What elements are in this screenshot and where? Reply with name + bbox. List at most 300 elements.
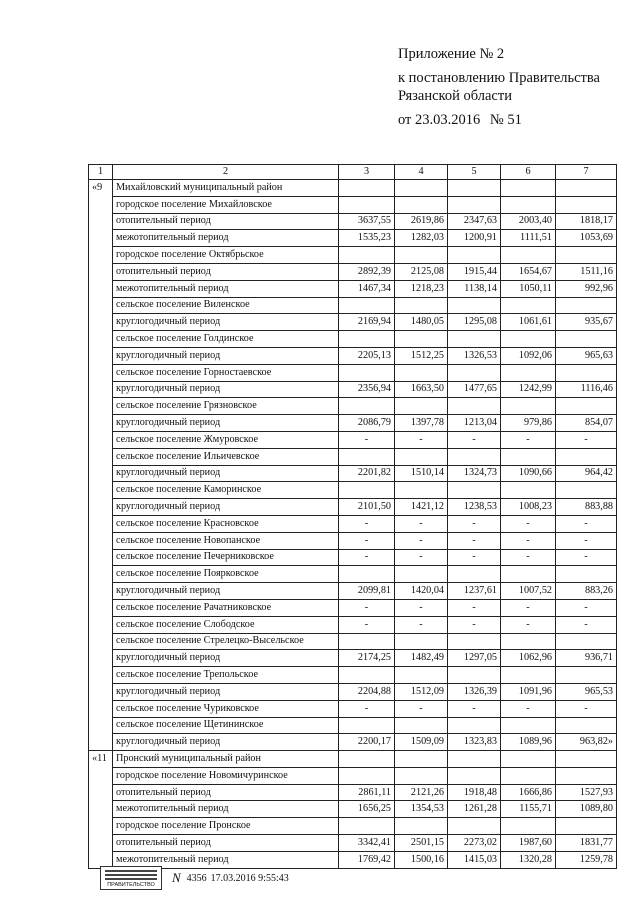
value-cell <box>501 566 556 583</box>
tariff-table <box>88 164 617 869</box>
value-cell: 1008,23 <box>501 499 556 516</box>
table-row <box>89 599 617 616</box>
value-cell <box>556 398 617 415</box>
value-cell: - <box>395 616 448 633</box>
row-label: круглогодичный период <box>113 499 339 516</box>
value-cell <box>556 180 617 197</box>
row-label: отопительный период <box>113 263 339 280</box>
row-label: сельское поселение Каморинское <box>113 482 339 499</box>
row-label: сельское поселение Печерниковское <box>113 549 339 566</box>
resolution-basis <box>398 69 633 105</box>
table-row <box>89 583 617 600</box>
table-row <box>89 616 617 633</box>
value-cell: - <box>395 515 448 532</box>
value-cell: - <box>501 700 556 717</box>
value-cell: 2356,94 <box>339 381 395 398</box>
value-cell <box>556 482 617 499</box>
group-code-cell <box>89 801 113 818</box>
group-code-cell <box>89 835 113 852</box>
column-number: 1 <box>89 165 113 180</box>
row-label: круглогодичный период <box>113 314 339 331</box>
value-cell: - <box>448 549 501 566</box>
group-code-cell <box>89 599 113 616</box>
row-label: сельское поселение Горностаевское <box>113 364 339 381</box>
registration-footer <box>100 866 289 890</box>
row-label: сельское поселение Чуриковское <box>113 700 339 717</box>
value-cell <box>556 566 617 583</box>
value-cell: 1323,83 <box>448 734 501 751</box>
table-row <box>89 280 617 297</box>
value-cell: 883,88 <box>556 499 617 516</box>
value-cell <box>501 482 556 499</box>
registration-datetime: 17.03.2016 9:55:43 <box>210 872 289 884</box>
row-label: сельское поселение Жмуровское <box>113 431 339 448</box>
value-cell: - <box>556 599 617 616</box>
table-row <box>89 314 617 331</box>
signature-mark: N <box>172 870 181 885</box>
table-row <box>89 767 617 784</box>
value-cell: - <box>501 599 556 616</box>
value-cell <box>556 297 617 314</box>
row-label: круглогодичный период <box>113 465 339 482</box>
table-row <box>89 532 617 549</box>
group-code-cell <box>89 196 113 213</box>
value-cell <box>556 751 617 768</box>
value-cell: - <box>395 599 448 616</box>
value-cell <box>339 297 395 314</box>
row-label: круглогодичный период <box>113 347 339 364</box>
value-cell <box>395 196 448 213</box>
value-cell: - <box>339 616 395 633</box>
value-cell: - <box>395 700 448 717</box>
value-cell: 1320,28 <box>501 851 556 868</box>
value-cell: 1089,96 <box>501 734 556 751</box>
value-cell: 965,63 <box>556 347 617 364</box>
value-cell: 2121,26 <box>395 784 448 801</box>
row-label: городское поселение Михайловское <box>113 196 339 213</box>
group-code-cell <box>89 465 113 482</box>
value-cell: 1326,53 <box>448 347 501 364</box>
value-cell <box>556 247 617 264</box>
value-cell: 2200,17 <box>339 734 395 751</box>
table-row <box>89 213 617 230</box>
order-number: № 51 <box>489 112 522 128</box>
value-cell <box>556 818 617 835</box>
value-cell: 2174,25 <box>339 650 395 667</box>
group-code-cell <box>89 314 113 331</box>
value-cell: 936,71 <box>556 650 617 667</box>
group-code-cell: «11 <box>89 751 113 768</box>
table-row <box>89 364 617 381</box>
value-cell: 935,67 <box>556 314 617 331</box>
value-cell: 1769,42 <box>339 851 395 868</box>
value-cell: - <box>448 616 501 633</box>
group-code-cell <box>89 566 113 583</box>
table-row <box>89 734 617 751</box>
value-cell: - <box>448 700 501 717</box>
value-cell: 854,07 <box>556 415 617 432</box>
value-cell: 1535,23 <box>339 230 395 247</box>
value-cell: - <box>448 599 501 616</box>
value-cell: 1509,09 <box>395 734 448 751</box>
value-cell <box>501 180 556 197</box>
table-row <box>89 297 617 314</box>
value-cell: 1480,05 <box>395 314 448 331</box>
value-cell: 965,53 <box>556 683 617 700</box>
value-cell: 1213,04 <box>448 415 501 432</box>
table-row <box>89 331 617 348</box>
value-cell: 883,26 <box>556 583 617 600</box>
group-code-cell: «9 <box>89 180 113 197</box>
row-label: сельское поселение Виленское <box>113 297 339 314</box>
value-cell <box>339 633 395 650</box>
value-cell <box>448 331 501 348</box>
value-cell <box>448 247 501 264</box>
value-cell: 2086,79 <box>339 415 395 432</box>
document-header <box>398 45 633 129</box>
row-label: сельское поселение Красновское <box>113 515 339 532</box>
value-cell: 1200,91 <box>448 230 501 247</box>
table-row <box>89 482 617 499</box>
value-cell: 1237,61 <box>448 583 501 600</box>
group-code-cell <box>89 700 113 717</box>
value-cell <box>448 767 501 784</box>
value-cell: 1261,28 <box>448 801 501 818</box>
basis-line-1: к постановлению Правительства <box>398 70 600 86</box>
table-row <box>89 818 617 835</box>
value-cell <box>395 767 448 784</box>
value-cell <box>501 247 556 264</box>
value-cell: 2347,63 <box>448 213 501 230</box>
value-cell: - <box>556 549 617 566</box>
value-cell: 2099,81 <box>339 583 395 600</box>
value-cell: 3342,41 <box>339 835 395 852</box>
column-number: 2 <box>113 165 339 180</box>
value-cell: 1062,96 <box>501 650 556 667</box>
value-cell <box>395 667 448 684</box>
value-cell: 1218,23 <box>395 280 448 297</box>
table-row <box>89 415 617 432</box>
group-code-cell <box>89 381 113 398</box>
value-cell: 1282,03 <box>395 230 448 247</box>
table-row <box>89 247 617 264</box>
value-cell: 1089,80 <box>556 801 617 818</box>
value-cell <box>556 667 617 684</box>
value-cell <box>395 247 448 264</box>
group-code-cell <box>89 297 113 314</box>
value-cell: 1511,16 <box>556 263 617 280</box>
value-cell <box>501 331 556 348</box>
value-cell: 2861,11 <box>339 784 395 801</box>
value-cell: 1324,73 <box>448 465 501 482</box>
order-date: 23.03.2016 <box>415 112 481 128</box>
value-cell <box>395 448 448 465</box>
row-label: городское поселение Новомичуринское <box>113 767 339 784</box>
value-cell: 2205,13 <box>339 347 395 364</box>
value-cell <box>395 180 448 197</box>
value-cell <box>339 751 395 768</box>
row-label: сельское поселение Новопанское <box>113 532 339 549</box>
value-cell: 1050,11 <box>501 280 556 297</box>
row-label: круглогодичный период <box>113 583 339 600</box>
value-cell: 1656,25 <box>339 801 395 818</box>
value-cell <box>501 364 556 381</box>
value-cell: 1987,60 <box>501 835 556 852</box>
table-row <box>89 667 617 684</box>
column-number: 6 <box>501 165 556 180</box>
value-cell: 1053,69 <box>556 230 617 247</box>
value-cell <box>339 717 395 734</box>
value-cell: - <box>501 616 556 633</box>
table-row <box>89 196 617 213</box>
table-row <box>89 180 617 197</box>
value-cell <box>339 818 395 835</box>
table-row <box>89 448 617 465</box>
value-cell: 1831,77 <box>556 835 617 852</box>
row-label: сельское поселение Слободское <box>113 616 339 633</box>
group-code-cell <box>89 230 113 247</box>
value-cell: 3637,55 <box>339 213 395 230</box>
value-cell <box>395 751 448 768</box>
value-cell <box>448 667 501 684</box>
value-cell: 1500,16 <box>395 851 448 868</box>
value-cell <box>556 448 617 465</box>
table-row <box>89 650 617 667</box>
value-cell: 1090,66 <box>501 465 556 482</box>
column-number: 7 <box>556 165 617 180</box>
group-code-cell <box>89 263 113 280</box>
value-cell <box>501 398 556 415</box>
value-cell: - <box>339 515 395 532</box>
value-cell: - <box>556 515 617 532</box>
table-row <box>89 683 617 700</box>
value-cell: 1510,14 <box>395 465 448 482</box>
group-code-cell <box>89 499 113 516</box>
stamp-text: ПРАВИТЕЛЬСТВО <box>107 882 155 888</box>
value-cell: 2201,82 <box>339 465 395 482</box>
group-code-cell <box>89 650 113 667</box>
value-cell: 2892,39 <box>339 263 395 280</box>
value-cell <box>395 717 448 734</box>
value-cell: 2169,94 <box>339 314 395 331</box>
value-cell: 1111,51 <box>501 230 556 247</box>
table-row <box>89 499 617 516</box>
row-label: сельское поселение Поярковское <box>113 566 339 583</box>
row-label: отопительный период <box>113 784 339 801</box>
value-cell: 1918,48 <box>448 784 501 801</box>
table-row <box>89 465 617 482</box>
value-cell: 1482,49 <box>395 650 448 667</box>
value-cell: 1420,04 <box>395 583 448 600</box>
value-cell <box>339 398 395 415</box>
appendix-title: Приложение № 2 <box>398 46 505 62</box>
value-cell: 1477,65 <box>448 381 501 398</box>
value-cell <box>395 398 448 415</box>
column-number: 3 <box>339 165 395 180</box>
value-cell <box>448 398 501 415</box>
value-cell: - <box>339 549 395 566</box>
value-cell: 1259,78 <box>556 851 617 868</box>
value-cell: - <box>501 532 556 549</box>
value-cell: 1527,93 <box>556 784 617 801</box>
value-cell: - <box>339 431 395 448</box>
row-label: сельское поселение Рачатниковское <box>113 599 339 616</box>
table-row <box>89 751 617 768</box>
group-code-cell <box>89 549 113 566</box>
value-cell <box>501 196 556 213</box>
table-row <box>89 431 617 448</box>
table-row <box>89 784 617 801</box>
group-code-cell <box>89 331 113 348</box>
value-cell: 2003,40 <box>501 213 556 230</box>
government-stamp-logo <box>100 866 162 890</box>
value-cell <box>448 482 501 499</box>
value-cell: 1116,46 <box>556 381 617 398</box>
value-cell <box>448 717 501 734</box>
value-cell <box>501 767 556 784</box>
value-cell: - <box>448 431 501 448</box>
value-cell <box>395 566 448 583</box>
value-cell: 1512,09 <box>395 683 448 700</box>
row-label: круглогодичный период <box>113 683 339 700</box>
table-row <box>89 566 617 583</box>
value-cell <box>448 751 501 768</box>
value-cell <box>339 180 395 197</box>
value-cell <box>448 448 501 465</box>
value-cell <box>501 633 556 650</box>
value-cell <box>556 364 617 381</box>
value-cell: 2619,86 <box>395 213 448 230</box>
value-cell <box>501 667 556 684</box>
table-row <box>89 515 617 532</box>
value-cell <box>448 566 501 583</box>
table-row <box>89 347 617 364</box>
row-label: сельское поселение Грязновское <box>113 398 339 415</box>
value-cell <box>339 364 395 381</box>
table-row <box>89 263 617 280</box>
value-cell: 2101,50 <box>339 499 395 516</box>
value-cell: 1242,99 <box>501 381 556 398</box>
row-label: межотопительный период <box>113 230 339 247</box>
value-cell <box>448 196 501 213</box>
value-cell: 1663,50 <box>395 381 448 398</box>
value-cell: - <box>339 599 395 616</box>
table-row <box>89 700 617 717</box>
row-label: межотопительный период <box>113 851 339 868</box>
table-row <box>89 717 617 734</box>
tariff-table-body <box>89 165 617 869</box>
table-row <box>89 381 617 398</box>
value-cell: 979,86 <box>501 415 556 432</box>
value-cell: 1297,05 <box>448 650 501 667</box>
value-cell: 1915,44 <box>448 263 501 280</box>
row-label: межотопительный период <box>113 280 339 297</box>
value-cell <box>339 196 395 213</box>
table-row <box>89 835 617 852</box>
value-cell <box>556 196 617 213</box>
value-cell <box>395 482 448 499</box>
value-cell <box>395 633 448 650</box>
value-cell <box>501 448 556 465</box>
group-code-cell <box>89 532 113 549</box>
value-cell <box>448 633 501 650</box>
value-cell: - <box>395 549 448 566</box>
value-cell <box>395 331 448 348</box>
row-label: отопительный период <box>113 213 339 230</box>
table-row <box>89 801 617 818</box>
value-cell <box>448 297 501 314</box>
value-cell: 963,82» <box>556 734 617 751</box>
group-code-cell <box>89 347 113 364</box>
group-code-cell <box>89 398 113 415</box>
column-number: 4 <box>395 165 448 180</box>
group-code-cell <box>89 213 113 230</box>
group-code-cell <box>89 448 113 465</box>
value-cell: 1467,34 <box>339 280 395 297</box>
order-prefix: от <box>398 112 412 128</box>
row-label: сельское поселение Трепольское <box>113 667 339 684</box>
group-code-cell <box>89 415 113 432</box>
value-cell: 2273,02 <box>448 835 501 852</box>
value-cell: 1326,39 <box>448 683 501 700</box>
group-code-cell <box>89 247 113 264</box>
value-cell: - <box>339 700 395 717</box>
table-row <box>89 633 617 650</box>
group-code-cell <box>89 583 113 600</box>
table-row <box>89 549 617 566</box>
value-cell <box>556 331 617 348</box>
column-number: 5 <box>448 165 501 180</box>
row-label: межотопительный период <box>113 801 339 818</box>
value-cell <box>395 818 448 835</box>
value-cell: - <box>339 532 395 549</box>
group-code-cell <box>89 280 113 297</box>
value-cell: 1091,96 <box>501 683 556 700</box>
table-row <box>89 398 617 415</box>
group-code-cell <box>89 616 113 633</box>
value-cell: 1818,17 <box>556 213 617 230</box>
value-cell <box>339 331 395 348</box>
value-cell <box>395 297 448 314</box>
value-cell: 1061,61 <box>501 314 556 331</box>
value-cell: 2125,08 <box>395 263 448 280</box>
value-cell: 1155,71 <box>501 801 556 818</box>
value-cell <box>339 482 395 499</box>
value-cell <box>556 633 617 650</box>
value-cell <box>339 247 395 264</box>
group-code-cell <box>89 431 113 448</box>
basis-line-2: Рязанской области <box>398 88 512 104</box>
value-cell <box>501 297 556 314</box>
value-cell: - <box>395 532 448 549</box>
value-cell: 1295,08 <box>448 314 501 331</box>
group-code-cell <box>89 667 113 684</box>
value-cell <box>339 667 395 684</box>
value-cell: 1415,03 <box>448 851 501 868</box>
value-cell <box>501 717 556 734</box>
row-label: круглогодичный период <box>113 415 339 432</box>
value-cell: - <box>556 532 617 549</box>
value-cell: - <box>501 515 556 532</box>
value-cell <box>556 717 617 734</box>
value-cell <box>395 364 448 381</box>
row-label: городское поселение Октябрьское <box>113 247 339 264</box>
group-code-cell <box>89 717 113 734</box>
row-label: круглогодичный период <box>113 381 339 398</box>
group-code-cell <box>89 818 113 835</box>
row-label: Михайловский муниципальный район <box>113 180 339 197</box>
column-number-row <box>89 165 617 180</box>
